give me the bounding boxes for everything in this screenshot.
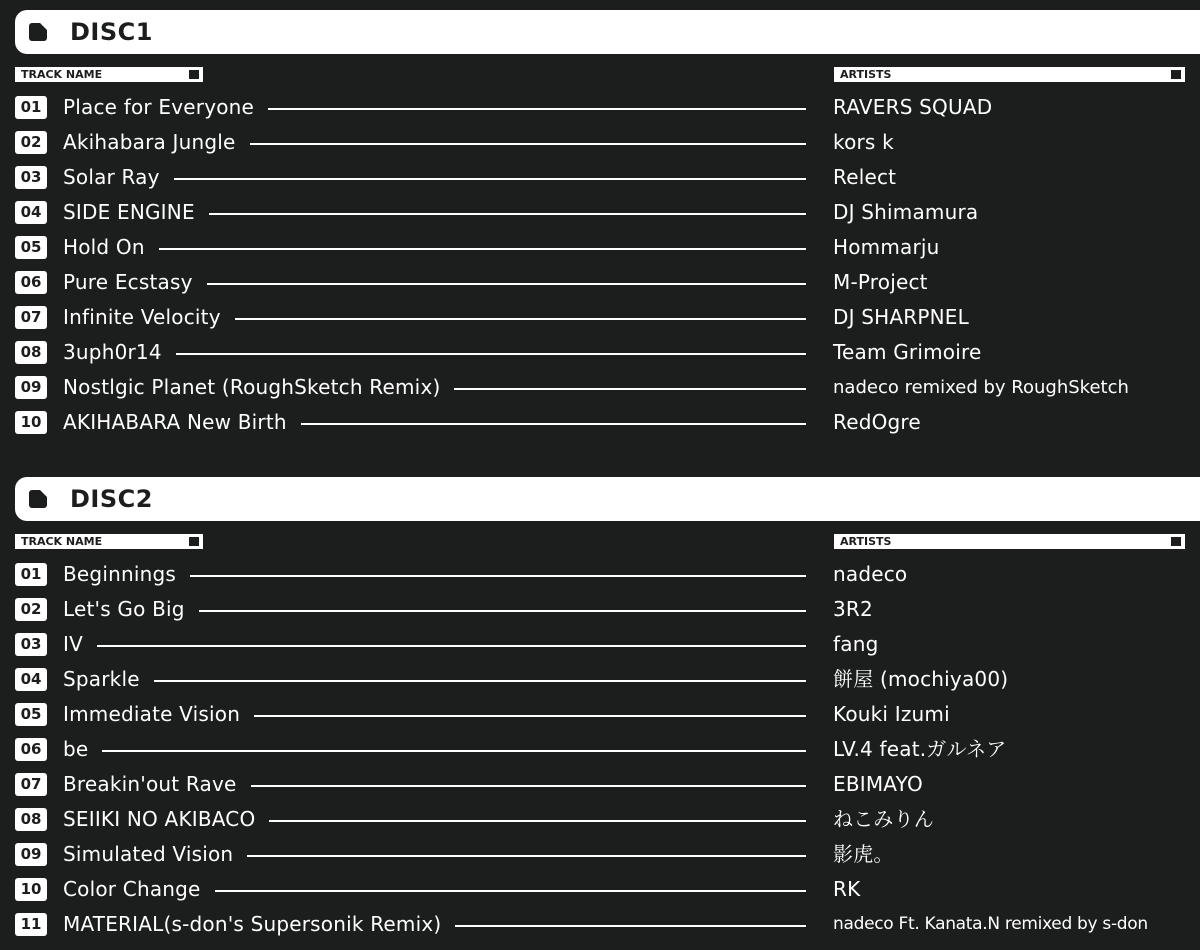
disc1-artists-label bbox=[834, 67, 1185, 82]
track-artist: RK bbox=[833, 877, 861, 901]
track-title: Solar Ray bbox=[63, 165, 174, 190]
track-number: 01 bbox=[15, 96, 47, 119]
track-artist: nadeco bbox=[833, 562, 908, 586]
track-title: Pure Ecstasy bbox=[63, 270, 207, 295]
track-row bbox=[0, 664, 1200, 699]
track-artist: DJ SHARPNEL bbox=[833, 305, 969, 329]
track-row bbox=[0, 874, 1200, 909]
track-artist: DJ Shimamura bbox=[833, 200, 979, 224]
label-square-icon bbox=[189, 70, 199, 79]
track-row bbox=[0, 629, 1200, 664]
track-leader-line bbox=[63, 750, 806, 752]
track-number: 09 bbox=[15, 843, 47, 866]
track-artist: Kouki Izumi bbox=[833, 702, 950, 726]
track-number: 02 bbox=[15, 598, 47, 621]
disc2-section bbox=[0, 477, 1200, 936]
track-leader-line bbox=[63, 248, 806, 250]
disc1-title: DISC1 bbox=[70, 18, 153, 46]
track-artist: ねこみりん bbox=[833, 807, 934, 831]
track-number: 04 bbox=[15, 668, 47, 691]
track-number: 11 bbox=[15, 913, 47, 936]
disc1-header bbox=[15, 10, 1200, 54]
track-number: 03 bbox=[15, 633, 47, 656]
track-artist: RedOgre bbox=[833, 410, 921, 434]
artists-label-text: ARTISTS bbox=[840, 535, 892, 548]
track-title: Breakin'out Rave bbox=[63, 772, 251, 797]
disc-icon bbox=[29, 23, 47, 41]
track-title: be bbox=[63, 737, 102, 762]
track-row bbox=[0, 839, 1200, 874]
track-title: Infinite Velocity bbox=[63, 305, 235, 330]
track-artist: 餅屋 (mochiya00) bbox=[833, 667, 1009, 691]
track-row bbox=[0, 734, 1200, 769]
track-row bbox=[0, 162, 1200, 197]
track-number: 07 bbox=[15, 306, 47, 329]
disc2-track-name-label bbox=[15, 534, 203, 549]
track-artist: fang bbox=[833, 632, 879, 656]
track-artist: nadeco remixed by RoughSketch bbox=[833, 377, 1129, 398]
track-row bbox=[0, 407, 1200, 442]
track-number: 05 bbox=[15, 236, 47, 259]
track-row bbox=[0, 769, 1200, 804]
track-artist: EBIMAYO bbox=[833, 772, 923, 796]
track-number: 01 bbox=[15, 563, 47, 586]
track-row bbox=[0, 232, 1200, 267]
track-artist: LV.4 feat.ガルネア bbox=[833, 737, 1007, 761]
track-artist: kors k bbox=[833, 130, 894, 154]
track-title: Simulated Vision bbox=[63, 842, 247, 867]
track-title: MATERIAL(s-don's Supersonik Remix) bbox=[63, 912, 455, 937]
track-number: 06 bbox=[15, 738, 47, 761]
disc1-section bbox=[0, 10, 1200, 434]
track-title: Beginnings bbox=[63, 562, 190, 587]
track-artist: nadeco Ft. Kanata.N remixed by s-don bbox=[833, 914, 1148, 934]
track-number: 08 bbox=[15, 808, 47, 831]
track-name-label-text: TRACK NAME bbox=[21, 535, 103, 548]
disc2-title: DISC2 bbox=[70, 485, 153, 513]
track-number: 04 bbox=[15, 201, 47, 224]
track-row bbox=[0, 92, 1200, 127]
artists-label-text: ARTISTS bbox=[840, 68, 892, 81]
disc-icon bbox=[29, 490, 47, 508]
track-title: Sparkle bbox=[63, 667, 154, 692]
track-artist: Hommarju bbox=[833, 235, 940, 259]
track-title: Immediate Vision bbox=[63, 702, 254, 727]
track-title: Hold On bbox=[63, 235, 159, 260]
track-row bbox=[0, 559, 1200, 594]
track-row bbox=[0, 127, 1200, 162]
track-name-label-text: TRACK NAME bbox=[21, 68, 103, 81]
label-square-icon bbox=[1171, 537, 1181, 546]
disc2-artists-label bbox=[834, 534, 1185, 549]
track-title: Let's Go Big bbox=[63, 597, 199, 622]
track-row bbox=[0, 594, 1200, 629]
track-number: 05 bbox=[15, 703, 47, 726]
track-number: 08 bbox=[15, 341, 47, 364]
track-title: AKIHABARA New Birth bbox=[63, 410, 301, 435]
track-row bbox=[0, 699, 1200, 734]
track-number: 10 bbox=[15, 411, 47, 434]
track-artist: Team Grimoire bbox=[833, 340, 982, 364]
track-row bbox=[0, 804, 1200, 839]
track-artist: M-Project bbox=[833, 270, 928, 294]
track-title: IV bbox=[63, 632, 97, 657]
disc1-track-name-label bbox=[15, 67, 203, 82]
track-number: 02 bbox=[15, 131, 47, 154]
track-title: SEIIKI NO AKIBACO bbox=[63, 807, 269, 832]
track-row bbox=[0, 302, 1200, 337]
track-title: Nostlgic Planet (RoughSketch Remix) bbox=[63, 375, 454, 400]
track-number: 03 bbox=[15, 166, 47, 189]
track-number: 07 bbox=[15, 773, 47, 796]
track-artist: 3R2 bbox=[833, 597, 873, 621]
label-square-icon bbox=[1171, 70, 1181, 79]
track-number: 10 bbox=[15, 878, 47, 901]
track-artist: RAVERS SQUAD bbox=[833, 95, 993, 119]
track-title: Place for Everyone bbox=[63, 95, 268, 120]
track-leader-line bbox=[63, 680, 806, 682]
track-row bbox=[0, 372, 1200, 407]
track-row bbox=[0, 197, 1200, 232]
track-leader-line bbox=[63, 645, 806, 647]
track-title: 3uph0r14 bbox=[63, 340, 176, 365]
track-number: 06 bbox=[15, 271, 47, 294]
track-title: Color Change bbox=[63, 877, 215, 902]
track-title: Akihabara Jungle bbox=[63, 130, 250, 155]
track-title: SIDE ENGINE bbox=[63, 200, 209, 225]
track-row bbox=[0, 267, 1200, 302]
disc2-header bbox=[15, 477, 1200, 521]
label-square-icon bbox=[189, 537, 199, 546]
track-leader-line bbox=[63, 178, 806, 180]
track-artist: 影虎。 bbox=[833, 842, 894, 866]
track-row bbox=[0, 909, 1200, 944]
track-artist: Relect bbox=[833, 165, 897, 189]
track-number: 09 bbox=[15, 376, 47, 399]
track-row bbox=[0, 337, 1200, 372]
